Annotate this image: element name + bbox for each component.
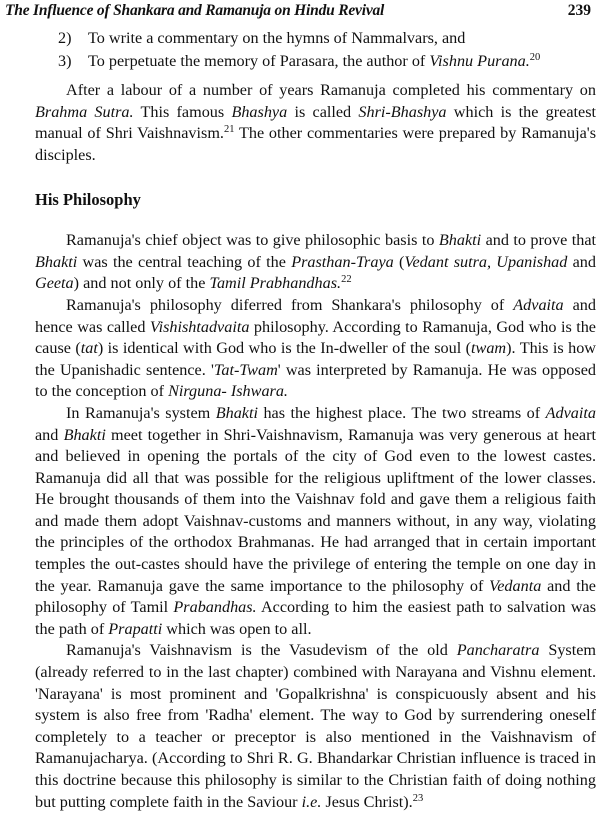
paragraph — [35, 230, 596, 295]
italic-run: Bhakti — [438, 231, 482, 250]
text-run: System (already referred to in the last chapter) combined with Narayana and Vishnu element. 'Narayana' is most prominent and 'Gopalkrishna' is conspicuously absent and his system is also free from 'Radha' element. The way to God by surrendering oneself completely to a teacher or preceptor is also mentioned in the Vaishnavism of Ramanujacharya. (According to Shri R. G. Bhandarkar Christian influence is traced in this doctrine because this philosophy is similar to the Christian faith of doing nothing but putting complete faith in the Saviour — [35, 641, 596, 811]
page-header — [5, 2, 595, 24]
paragraph-intro — [35, 80, 596, 166]
text-run: which was open to all. — [162, 619, 312, 638]
numbered-list — [35, 28, 596, 72]
italic-run: Bhakti — [63, 425, 106, 444]
italic-run: Advaita — [545, 403, 596, 422]
footnote-ref: 21 — [223, 124, 235, 136]
footnote-ref: 20 — [529, 51, 541, 63]
italic-run: Advaita — [513, 295, 564, 314]
text-run: Ramanuja's Vaishnavism is the Vasudevism of the old — [66, 641, 457, 660]
italic-run: Prapatti — [108, 619, 163, 638]
list-item-number: 2) — [58, 29, 72, 47]
text-run: ) and not only of the — [73, 274, 210, 293]
paragraph — [35, 295, 596, 403]
text-run: and — [35, 425, 64, 444]
text-run: ( — [393, 252, 405, 271]
text-run: philosophy. According to Ramanuja, God who is the cause ( — [35, 317, 596, 358]
text-run: was the central teaching of the — [77, 252, 292, 271]
text-run: and hence was called — [35, 295, 596, 336]
italic-run: Pancharatra — [456, 641, 540, 660]
italic-run: Shri-Bhashya — [358, 102, 447, 121]
page-number: 239 — [567, 2, 591, 19]
italic-run: tat — [80, 339, 98, 358]
italic-run: Bhashya — [231, 102, 288, 121]
italic-run: i.e. — [301, 792, 322, 811]
list-item-text: To perpetuate the memory of Parasara, the author of — [88, 51, 430, 70]
text-run: The other commentaries were prepared by Ramanuja's disciples. — [35, 124, 596, 164]
list-item-text: To write a commentary on the hymns of Nammalvars, and — [88, 29, 466, 47]
italic-run: Prabandhas. — [173, 598, 257, 617]
list-item-italic: Vishnu Purana. — [429, 51, 530, 70]
text-run: Ramanuja's philosophy diferred from Shankara's philosophy of — [66, 295, 514, 314]
text-run: This famous — [133, 102, 232, 121]
list-item-number: 3) — [58, 51, 72, 70]
text-run: has the highest place. The two streams of — [257, 403, 546, 422]
italic-run: Tamil Prabhandhas. — [209, 274, 342, 293]
text-run: In Ramanuja's system — [66, 403, 216, 422]
text-run: ). This is how the Upanishadic sentence. ' — [35, 339, 596, 379]
text-run: and to prove that — [481, 231, 597, 250]
page-body — [35, 28, 596, 813]
text-run: Ramanuja's chief object was to give philosophic basis to — [66, 231, 439, 250]
italic-run: Bhakti — [215, 403, 258, 422]
text-run: Jesus Christ). — [321, 792, 413, 811]
italic-run: Prasthan-Traya — [291, 252, 394, 271]
text-run: According to him the easiest path to salvation was the path of — [35, 598, 596, 638]
text-run: which is the greatest manual of Shri Vaishnavism. — [35, 102, 597, 143]
footnote-ref: 22 — [341, 274, 352, 286]
running-head: The Influence of Shankara and Ramanuja on Hindu Revival — [5, 2, 385, 19]
italic-run: Geeta — [35, 274, 74, 293]
italic-run: Nirguna- Ishwara. — [168, 382, 288, 401]
paragraph — [35, 403, 596, 641]
paragraph — [35, 640, 596, 813]
text-run: is called — [287, 102, 359, 121]
italic-run: Bhakti — [35, 252, 78, 271]
italic-run: Vishishtadvaita — [149, 317, 250, 336]
text-run: After a labour of a number of years Ramanuja completed his commentary on — [66, 81, 596, 100]
text-run: meet together in Shri-Vaishnavism, Ramanuja was very generous at heart and believed in opening the portals of the city of God even to the lowest castes. Ramanuja did all that was possible for the religious upliftment of the lower classes. He brought thousands of them into the Vaishnav fold and gave them a religious faith and made them adopt Vaishnav-customs and manners without, in any way, violating the principles of the orthodox Brahmanas. He had arranged that in certain important temples the out-castes should have the privilege of entering the temple on one day in the year. Ramanuja gave the same importance to the philosophy of — [35, 425, 596, 595]
section-heading: His Philosophy — [35, 189, 141, 209]
list-item — [58, 28, 596, 50]
italic-run: Brahma Sutra. — [35, 102, 134, 121]
italic-run: Vedant sutra, Upanishad — [404, 252, 568, 271]
footnote-ref: 23 — [412, 792, 424, 804]
italic-run: Vedanta — [489, 576, 542, 595]
italic-run: twam — [471, 339, 507, 358]
text-run: and the philosophy of Tamil — [35, 576, 596, 617]
text-run: and — [567, 252, 596, 271]
italic-run: Tat-Twam — [213, 360, 278, 379]
text-run: ' was interpreted by Ramanuja. He was opposed to the conception of — [35, 360, 596, 401]
text-run: ) is identical with God who is the In-dweller of the soul ( — [97, 339, 472, 358]
list-item — [58, 51, 596, 73]
